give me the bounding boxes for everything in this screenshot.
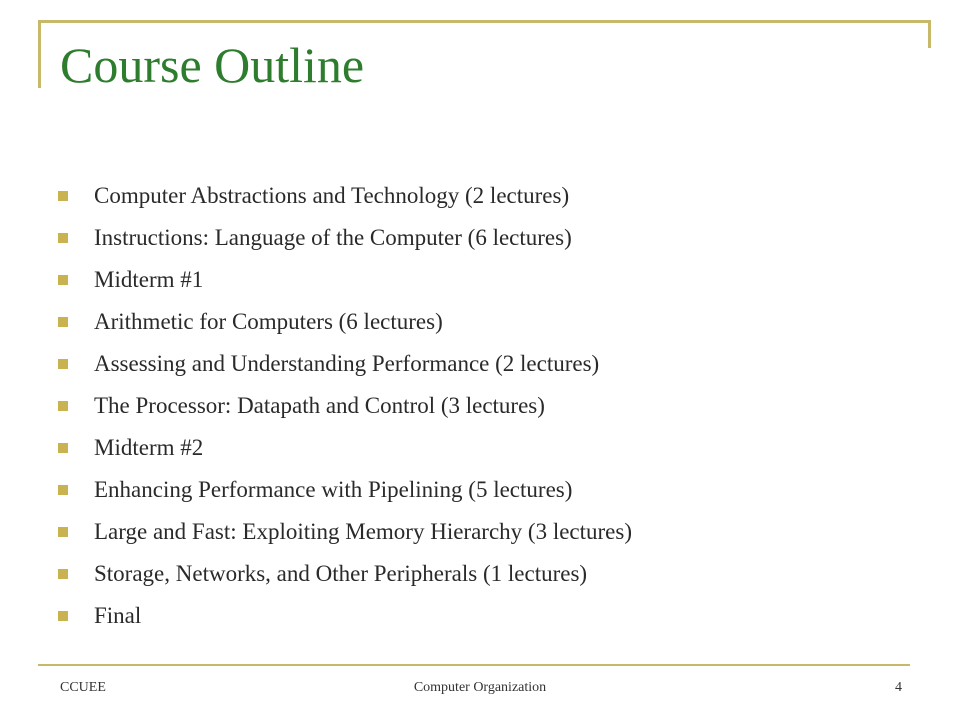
square-bullet-icon (58, 191, 68, 201)
list-item (58, 511, 918, 553)
list-item-text: Large and Fast: Exploiting Memory Hierarchy (3 lectures) (94, 519, 632, 544)
list-item (58, 217, 918, 259)
list-item-text: Final (94, 603, 142, 628)
list-item-text: Enhancing Performance with Pipelining (5 lectures) (94, 477, 573, 502)
square-bullet-icon (58, 317, 68, 327)
square-bullet-icon (58, 275, 68, 285)
list-item-text: The Processor: Datapath and Control (3 lectures) (94, 393, 545, 418)
list-item-text: Instructions: Language of the Computer (6 lectures) (94, 225, 572, 250)
square-bullet-icon (58, 359, 68, 369)
list-item (58, 427, 918, 469)
list-item-text: Computer Abstractions and Technology (2 lectures) (94, 183, 570, 208)
square-bullet-icon (58, 527, 68, 537)
square-bullet-icon (58, 569, 68, 579)
frame-right-tick (928, 20, 931, 48)
list-item (58, 301, 918, 343)
list-item (58, 175, 918, 217)
footer-page-number: 4 (895, 680, 902, 695)
list-item (58, 595, 918, 637)
list-item-text: Assessing and Understanding Performance (2 lectures) (94, 351, 600, 376)
list-item-text: Midterm #2 (94, 435, 204, 460)
list-item (58, 259, 918, 301)
footer-institution: CCUEE (60, 680, 106, 695)
list-item-text: Storage, Networks, and Other Peripherals (1 lectures) (94, 561, 588, 586)
square-bullet-icon (58, 401, 68, 411)
list-item (58, 469, 918, 511)
list-item-text: Midterm #1 (94, 267, 204, 292)
square-bullet-icon (58, 611, 68, 621)
list-item-text: Arithmetic for Computers (6 lectures) (94, 309, 443, 334)
square-bullet-icon (58, 485, 68, 495)
frame-left-line (38, 20, 41, 88)
footer-divider (38, 664, 910, 666)
footer-course-name: Computer Organization (413, 680, 547, 695)
slide-title: Course Outline (60, 37, 365, 93)
square-bullet-icon (58, 233, 68, 243)
list-item (58, 343, 918, 385)
course-outline-list (58, 175, 918, 637)
square-bullet-icon (58, 443, 68, 453)
list-item (58, 385, 918, 427)
list-item (58, 553, 918, 595)
frame-top-line (38, 20, 930, 23)
